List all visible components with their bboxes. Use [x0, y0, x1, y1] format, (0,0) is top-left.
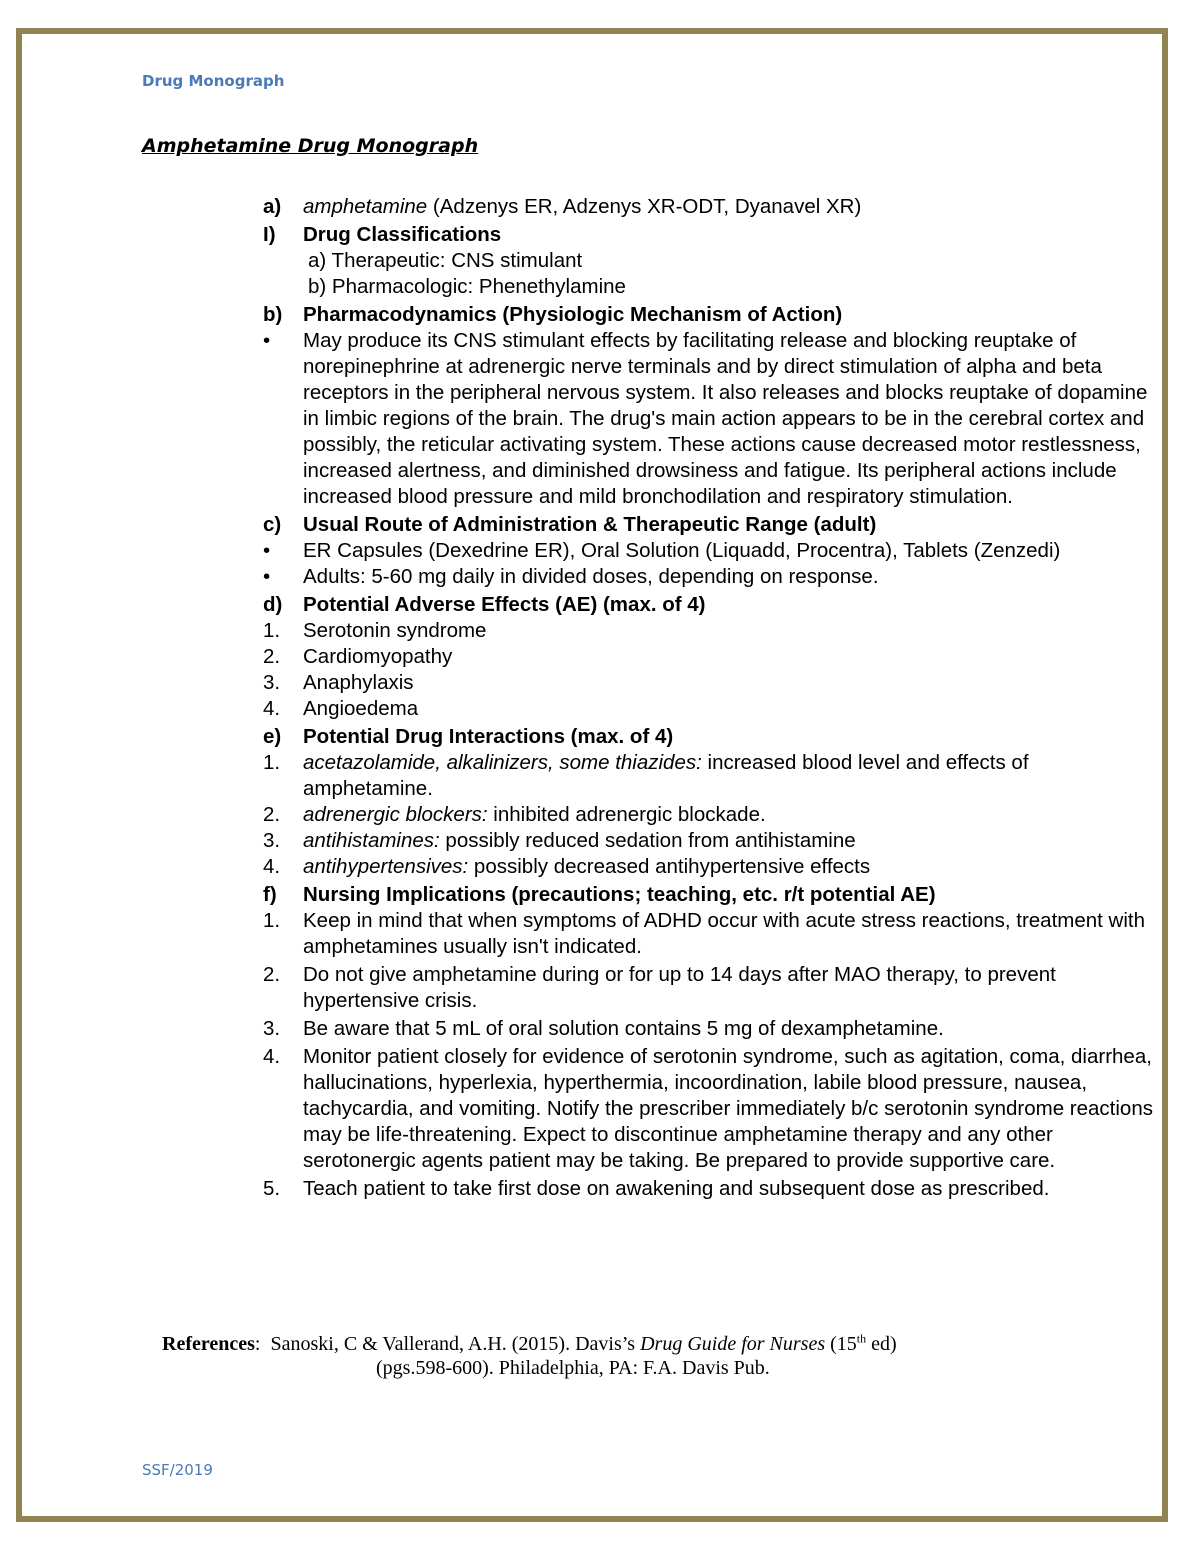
section-marker: I) — [263, 223, 276, 246]
page-header: Drug Monograph — [142, 72, 285, 90]
section-marker: e) — [263, 725, 282, 748]
classification-item: a) Therapeutic: CNS stimulant — [308, 249, 583, 272]
drug-brand-names: (Adzenys ER, Adzenys XR-ODT, Dyanavel XR) — [427, 195, 862, 218]
interaction-effect: possibly reduced sedation from antihistamine — [439, 829, 856, 852]
reference-authors: Sanoski, C & Vallerand, A.H. (2015). Davis’s — [270, 1333, 641, 1355]
classification-item: b) Pharmacologic: Phenethylamine — [308, 275, 626, 298]
route-text: ER Capsules (Dexedrine ER), Oral Solution (Liquadd, Procentra), Tablets (Zenzedi) — [303, 539, 1061, 562]
reference-book-title: Drug Guide for Nurses — [640, 1333, 826, 1355]
list-item: 2. Cardiomyopathy — [263, 644, 1163, 670]
list-item: 3. Anaphylaxis — [263, 670, 1163, 696]
adverse-heading-row — [263, 592, 1163, 618]
list-item: 2. adrenergic blockers: inhibited adrenergic blockade. — [263, 803, 766, 826]
list-item: 1. Serotonin syndrome — [263, 618, 1163, 644]
route-heading-row — [263, 512, 1163, 538]
nursing-implication: Teach patient to take first dose on awakening and subsequent dose as prescribed. — [303, 1177, 1050, 1200]
drug-name-row — [263, 194, 1163, 220]
section-marker: b) — [263, 303, 283, 326]
bullet-marker: • — [263, 539, 271, 562]
nursing-implication: Monitor patient closely for evidence of serotonin syndrome, such as agitation, coma, diarrhea, hallucinations, hyperlexia, hyperthermia, incoordination, labile blood pressure, nausea, tachycardia, and vomiting. Notify the prescriber immediately b/c serotonin syndrome reactions may be life-threatening. Expect to discontinue amphetamine therapy and any other serotonergic agents patient may be taking. Be prepared to provide supportive care. — [303, 1045, 1153, 1172]
pharmacodynamics-heading: Pharmacodynamics (Physiologic Mechanism of Action) — [303, 303, 843, 326]
list-item: 4. antihypertensives: possibly decreased antihypertensive effects — [263, 855, 871, 878]
drug-generic-name: amphetamine — [303, 195, 428, 218]
bullet-marker: • — [263, 565, 271, 588]
adverse-effect: Angioedema — [303, 697, 419, 720]
classifications-heading: Drug Classifications — [303, 223, 502, 246]
pharmacodynamics-bullet — [263, 328, 1163, 510]
page-footer: SSF/2019 — [142, 1461, 213, 1479]
nursing-implication: Be aware that 5 mL of oral solution contains 5 mg of dexamphetamine. — [303, 1017, 944, 1040]
section-marker: d) — [263, 593, 283, 616]
pharmacodynamics-text: May produce its CNS stimulant effects by facilitating release and blocking reuptake of norepinephrine at adrenergic nerve terminals and by direct stimulation of alpha and beta receptors in the peripheral nervous system. It also releases and blocks reuptake of dopamine in limbic regions of the brain. The drug's main action appears to be in the cerebral cortex and possibly, the reticular activating system. These actions cause decreased motor restlessness, increased alertness, and diminished drowsiness and fatigue. Its peripheral actions include increased blood pressure and mild bronchodilation and respiratory stimulation. — [303, 329, 1148, 508]
list-item: 3. antihistamines: possibly reduced sedation from antihistamine — [263, 829, 856, 852]
interaction-effect: possibly decreased antihypertensive effects — [468, 855, 871, 878]
route-text: Adults: 5-60 mg daily in divided doses, depending on response. — [303, 565, 879, 588]
list-item: 4. Angioedema — [263, 696, 1163, 722]
list-item: 1. Keep in mind that when symptoms of ADHD occur with acute stress reactions, treatment with amphetamines usually isn't indicated. — [263, 908, 1163, 960]
interaction-effect: inhibited adrenergic blockade. — [487, 803, 766, 826]
nursing-heading: Nursing Implications (precautions; teaching, etc. r/t potential AE) — [303, 883, 936, 906]
route-bullet — [263, 564, 1163, 590]
interacting-drug: acetazolamide, alkalinizers, some thiazides: — [303, 751, 702, 774]
references — [162, 1332, 1112, 1380]
interacting-drug: antihypertensives: — [303, 855, 469, 878]
route-heading: Usual Route of Administration & Therapeutic Range (adult) — [303, 513, 877, 536]
bullet-marker: • — [263, 329, 271, 352]
section-marker: c) — [263, 513, 282, 536]
interacting-drug: antihistamines: — [303, 829, 440, 852]
document-title: Amphetamine Drug Monograph — [142, 135, 479, 157]
nursing-implication: Keep in mind that when symptoms of ADHD occur with acute stress reactions, treatment with amphetamines usually isn't indicated. — [303, 909, 1145, 958]
interactions-heading-row — [263, 724, 1163, 750]
nursing-heading-row — [263, 882, 1163, 908]
pharmacodynamics-heading-row — [263, 302, 1163, 328]
reference-line-1: References: Sanoski, C & Vallerand, A.H. (2015). Davis’s Drug Guide for Nurses (15th ed) — [162, 1331, 897, 1355]
list-item: 3. Be aware that 5 mL of oral solution contains 5 mg of dexamphetamine. — [263, 1016, 1163, 1042]
adverse-effect: Anaphylaxis — [303, 671, 414, 694]
list-item: 2. Do not give amphetamine during or for up to 14 days after MAO therapy, to prevent hypertensive crisis. — [263, 962, 1163, 1014]
classifications-heading-row — [263, 222, 1163, 248]
section-marker: f) — [263, 883, 277, 906]
references-label: References — [162, 1333, 255, 1355]
interactions-heading: Potential Drug Interactions (max. of 4) — [303, 725, 674, 748]
list-item: 5. Teach patient to take first dose on awakening and subsequent dose as prescribed. — [263, 1176, 1163, 1202]
list-item: 1. acetazolamide, alkalinizers, some thiazides: increased blood level and effects of amphetamine. — [263, 751, 1029, 800]
section-marker: a) — [263, 195, 282, 218]
nursing-implication: Do not give amphetamine during or for up to 14 days after MAO therapy, to prevent hypertensive crisis. — [303, 963, 1056, 1012]
adverse-effect: Serotonin syndrome — [303, 619, 487, 642]
adverse-effect: Cardiomyopathy — [303, 645, 453, 668]
route-bullet — [263, 538, 1163, 564]
interaction-effect: increased blood level and effects of amphetamine. — [303, 751, 1029, 800]
monograph-content — [263, 194, 1163, 1202]
reference-line-2: (pgs.598-600). Philadelphia, PA: F.A. Davis Pub. — [376, 1357, 770, 1379]
adverse-heading: Potential Adverse Effects (AE) (max. of 4) — [303, 593, 706, 616]
list-item: 4. Monitor patient closely for evidence of serotonin syndrome, such as agitation, coma, diarrhea, hallucinations, hyperlexia, hyperthermia, incoordination, labile blood pressure, nausea, tachycardia, and vomiting. Notify the prescriber immediately b/c serotonin syndrome reactions may be life-threatening. Expect to discontinue amphetamine therapy and any other serotonergic agents patient may be taking. Be prepared to provide supportive care. — [263, 1044, 1163, 1174]
interacting-drug: adrenergic blockers: — [303, 803, 488, 826]
